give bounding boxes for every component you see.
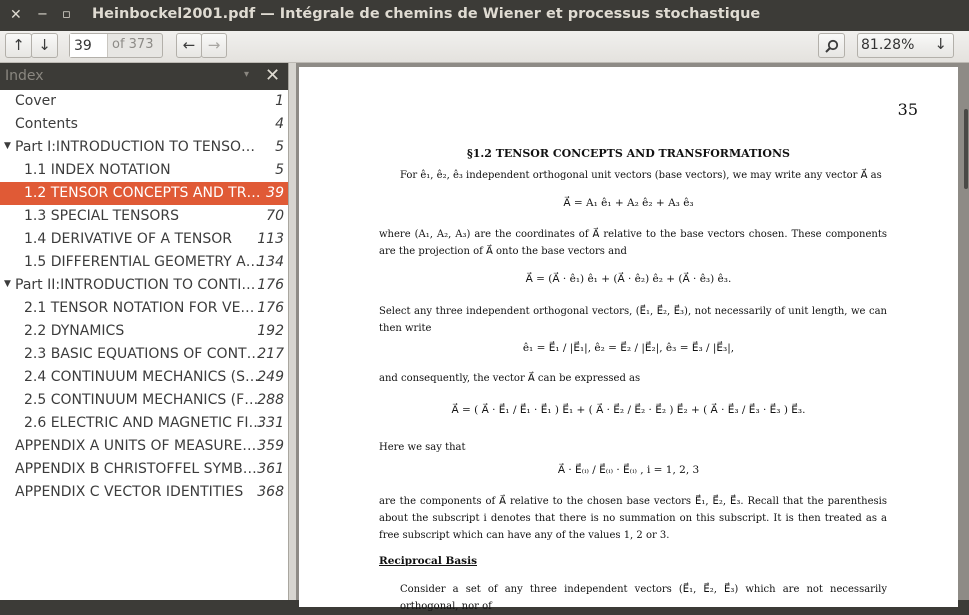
history-back-button[interactable] — [176, 33, 202, 58]
outline-item[interactable]: Cover 1 — [15, 93, 284, 109]
page-selector — [69, 33, 163, 58]
page-total-label: of 373 — [112, 37, 154, 52]
arrow-left-icon: ← — [182, 36, 196, 54]
history-forward-button[interactable] — [201, 33, 227, 58]
find-button[interactable] — [818, 33, 845, 58]
arrow-right-icon: → — [207, 36, 221, 54]
outline-item[interactable]: 1.3 SPECIAL TENSORS 70 — [24, 208, 284, 224]
paragraph: Here we say that — [379, 442, 466, 453]
outline-item[interactable]: Contents 4 — [15, 116, 284, 132]
sidebar-title: Index — [5, 68, 44, 84]
outline-item[interactable]: ▼ Part I:INTRODUCTION TO TENSO… 5 — [4, 139, 284, 155]
expand-triangle-icon[interactable]: ▼ — [4, 279, 11, 289]
vertical-scrollbar-thumb[interactable] — [964, 109, 968, 189]
expand-triangle-icon[interactable]: ▼ — [4, 141, 11, 151]
sidebar-mode-dropdown[interactable]: ▾ — [244, 69, 250, 80]
outline-item[interactable]: 1.4 DERIVATIVE OF A TENSOR 113 — [24, 231, 284, 247]
arrow-up-icon: ↑ — [12, 36, 25, 54]
sidebar-splitter[interactable] — [288, 63, 296, 600]
previous-page-button[interactable] — [5, 33, 32, 58]
equation: ê₁ = E⃗₁ / |E⃗₁|, ê₂ = E⃗₂ / |E⃗₂|, ê₃ = E⃗₃ / |E⃗₃|, — [522, 342, 735, 354]
pdf-page — [299, 67, 958, 612]
outline-item[interactable]: 2.6 ELECTRIC AND MAGNETIC FI… 331 — [24, 415, 284, 431]
paragraph: For ê₁, ê₂, ê₃ independent orthogonal unit vectors (base vectors), we may write any vector A⃗ as — [400, 170, 882, 181]
section-heading: §1.2 TENSOR CONCEPTS AND TRANSFORMATIONS — [467, 147, 790, 160]
equation: A⃗ · E⃗₍ᵢ₎ / E⃗₍ᵢ₎ · E⃗₍ᵢ₎ , i = 1, 2, 3 — [557, 464, 700, 476]
subheading: Reciprocal Basis — [379, 555, 477, 567]
page-number-input[interactable] — [70, 34, 108, 57]
next-page-button[interactable] — [31, 33, 58, 58]
outline-item[interactable]: 2.4 CONTINUUM MECHANICS (S… 249 — [24, 369, 284, 385]
outline-item[interactable]: 2.2 DYNAMICS 192 — [24, 323, 284, 339]
outline-item[interactable]: 1.5 DIFFERENTIAL GEOMETRY A… 134 — [24, 254, 284, 270]
paragraph: are the components of A⃗ relative to the chosen base vectors E⃗₁, E⃗₂, E⃗₃. Recall that the parenthesis about the subscript i denotes that there is no summation on this subscript. It is then treated as a free subscript which can have any of the values 1, 2 or 3. — [379, 496, 887, 541]
outline-item[interactable]: 1.1 INDEX NOTATION 5 — [24, 162, 284, 178]
outline-item[interactable]: APPENDIX A UNITS OF MEASURE… 359 — [15, 438, 284, 454]
equation: A⃗ = (A⃗ · ê₁) ê₁ + (A⃗ · ê₂) ê₂ + (A⃗ · ê₃) ê₃. — [525, 273, 732, 285]
arrow-down-icon: ↓ — [38, 36, 51, 54]
paragraph: Select any three independent orthogonal vectors, (E⃗₁, E⃗₂, E⃗₃), not necessarily of unit length, we can then write — [379, 306, 887, 334]
window-close-button[interactable]: ✕ — [10, 7, 22, 23]
sidebar-header — [0, 63, 288, 90]
window-titlebar — [0, 0, 969, 31]
paragraph: and consequently, the vector A⃗ can be expressed as — [379, 373, 641, 384]
search-icon — [825, 39, 839, 53]
toolbar — [0, 31, 969, 63]
document-view[interactable] — [296, 63, 969, 612]
outline-item[interactable]: 2.3 BASIC EQUATIONS OF CONT… 217 — [24, 346, 284, 362]
outline-item[interactable]: APPENDIX C VECTOR IDENTITIES 368 — [15, 484, 284, 500]
outline-item[interactable]: 2.5 CONTINUUM MECHANICS (F… 288 — [24, 392, 284, 408]
equation: A⃗ = ( A⃗ · E⃗₁ / E⃗₁ · E⃗₁ ) E⃗₁ + ( A⃗ · E⃗₂ / E⃗₂ · E⃗₂ ) E⃗₂ + ( A⃗ · E⃗₃ / E⃗₃ · E⃗₃ ) E⃗₃. — [451, 404, 806, 416]
equation: A⃗ = A₁ ê₁ + A₂ ê₂ + A₃ ê₃ — [563, 197, 694, 209]
index-sidebar — [0, 63, 288, 600]
outline-item[interactable]: ▼ Part II:INTRODUCTION TO CONTI… 176 — [4, 277, 284, 293]
window-maximize-button[interactable]: ▫ — [62, 7, 71, 22]
chevron-down-icon: ↓ — [934, 35, 947, 53]
zoom-value: 81.28% — [861, 37, 915, 53]
sidebar-close-button[interactable]: ✕ — [265, 65, 281, 86]
outline-item[interactable]: APPENDIX B CHRISTOFFEL SYMB… 361 — [15, 461, 284, 477]
paragraph: Consider a set of any three independent vectors (E⃗₁, E⃗₂, E⃗₃) which are not necessarily orthogonal, nor of — [400, 584, 887, 612]
zoom-selector[interactable] — [857, 33, 954, 58]
page-number-label: 35 — [897, 100, 918, 119]
outline-item[interactable]: 2.1 TENSOR NOTATION FOR VE… 176 — [24, 300, 284, 316]
window-minimize-button[interactable]: − — [37, 7, 48, 22]
window-title: Heinbockel2001.pdf — Intégrale de chemins de Wiener et processus stochastique — [92, 6, 761, 22]
paragraph: where (A₁, A₂, A₃) are the coordinates of A⃗ relative to the base vectors chosen. These components are the projection of A⃗ onto the base vectors and — [379, 229, 887, 257]
outline-item-selected[interactable]: 1.2 TENSOR CONCEPTS AND TR… 39 — [0, 182, 288, 205]
